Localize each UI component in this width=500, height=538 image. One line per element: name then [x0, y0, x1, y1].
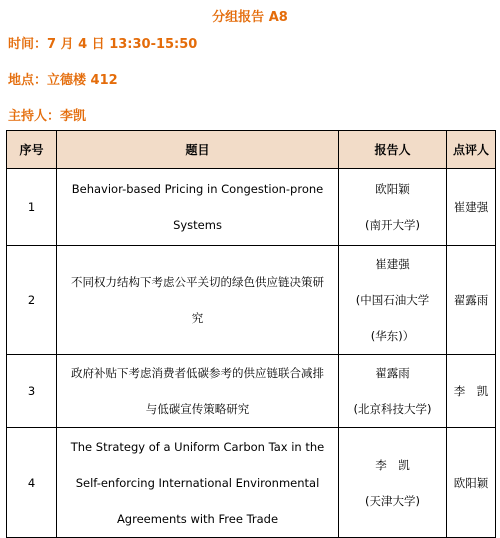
- speaker-line: (中国石油大学: [355, 293, 430, 307]
- header-no: 序号: [7, 131, 57, 169]
- title-line: Agreements with Free Trade: [116, 511, 279, 526]
- schedule-table: [6, 130, 496, 538]
- row-speaker: [339, 355, 447, 428]
- row-number: 2: [7, 246, 57, 355]
- row-reviewer: 崔建强: [447, 169, 496, 246]
- header-reviewer: 点评人: [447, 131, 496, 169]
- session-time: 时间：7 月 4 日 13:30-15:50: [8, 37, 198, 52]
- speaker-line: (南开大学): [365, 218, 420, 232]
- row-reviewer: 欧阳颖: [447, 428, 496, 538]
- title-line: 不同权力结构下考虑公平关切的绿色供应链决策研: [71, 275, 324, 289]
- title-line: 究: [191, 311, 204, 325]
- speaker-line: (北京科技大学): [353, 402, 432, 416]
- header-row: [7, 131, 496, 169]
- row-title: [57, 169, 339, 246]
- row-title: [57, 246, 339, 355]
- header-title: 题目: [57, 131, 339, 169]
- title-line: Self-enforcing International Environmental: [75, 475, 320, 490]
- row-speaker: [339, 169, 447, 246]
- session-title: 分组报告 A8: [212, 10, 288, 25]
- row-title: [57, 428, 339, 538]
- row-speaker: [339, 428, 447, 538]
- title-line: 与低碳宣传策略研究: [145, 402, 250, 416]
- row-number: 3: [7, 355, 57, 428]
- title-line: Behavior-based Pricing in Congestion-prone: [71, 182, 324, 196]
- table-row: [7, 169, 496, 246]
- row-title: [57, 355, 339, 428]
- table-row: [7, 246, 496, 355]
- row-number: 1: [7, 169, 57, 246]
- row-reviewer: 翟露雨: [447, 246, 496, 355]
- speaker-line: 崔建强: [375, 257, 410, 271]
- speaker-line: (华东)）: [370, 329, 415, 343]
- row-speaker: [339, 246, 447, 355]
- title-line: Systems: [173, 218, 222, 232]
- title-line: The Strategy of a Uniform Carbon Tax in the: [70, 439, 325, 454]
- session-location: 地点：立德楼 412: [8, 73, 118, 88]
- row-number: 4: [7, 428, 57, 538]
- speaker-line: (天津大学): [365, 493, 420, 508]
- session-host: 主持人：李凯: [8, 109, 87, 124]
- title-line: 政府补贴下考虑消费者低碳参考的供应链联合减排: [71, 366, 324, 380]
- row-reviewer: 李 凯: [447, 355, 496, 428]
- table-row: [7, 355, 496, 428]
- header-speaker: 报告人: [339, 131, 447, 169]
- speaker-line: 李 凯: [375, 457, 410, 472]
- speaker-line: 翟露雨: [375, 366, 410, 380]
- table-row: [7, 428, 496, 538]
- speaker-line: 欧阳颖: [375, 182, 410, 196]
